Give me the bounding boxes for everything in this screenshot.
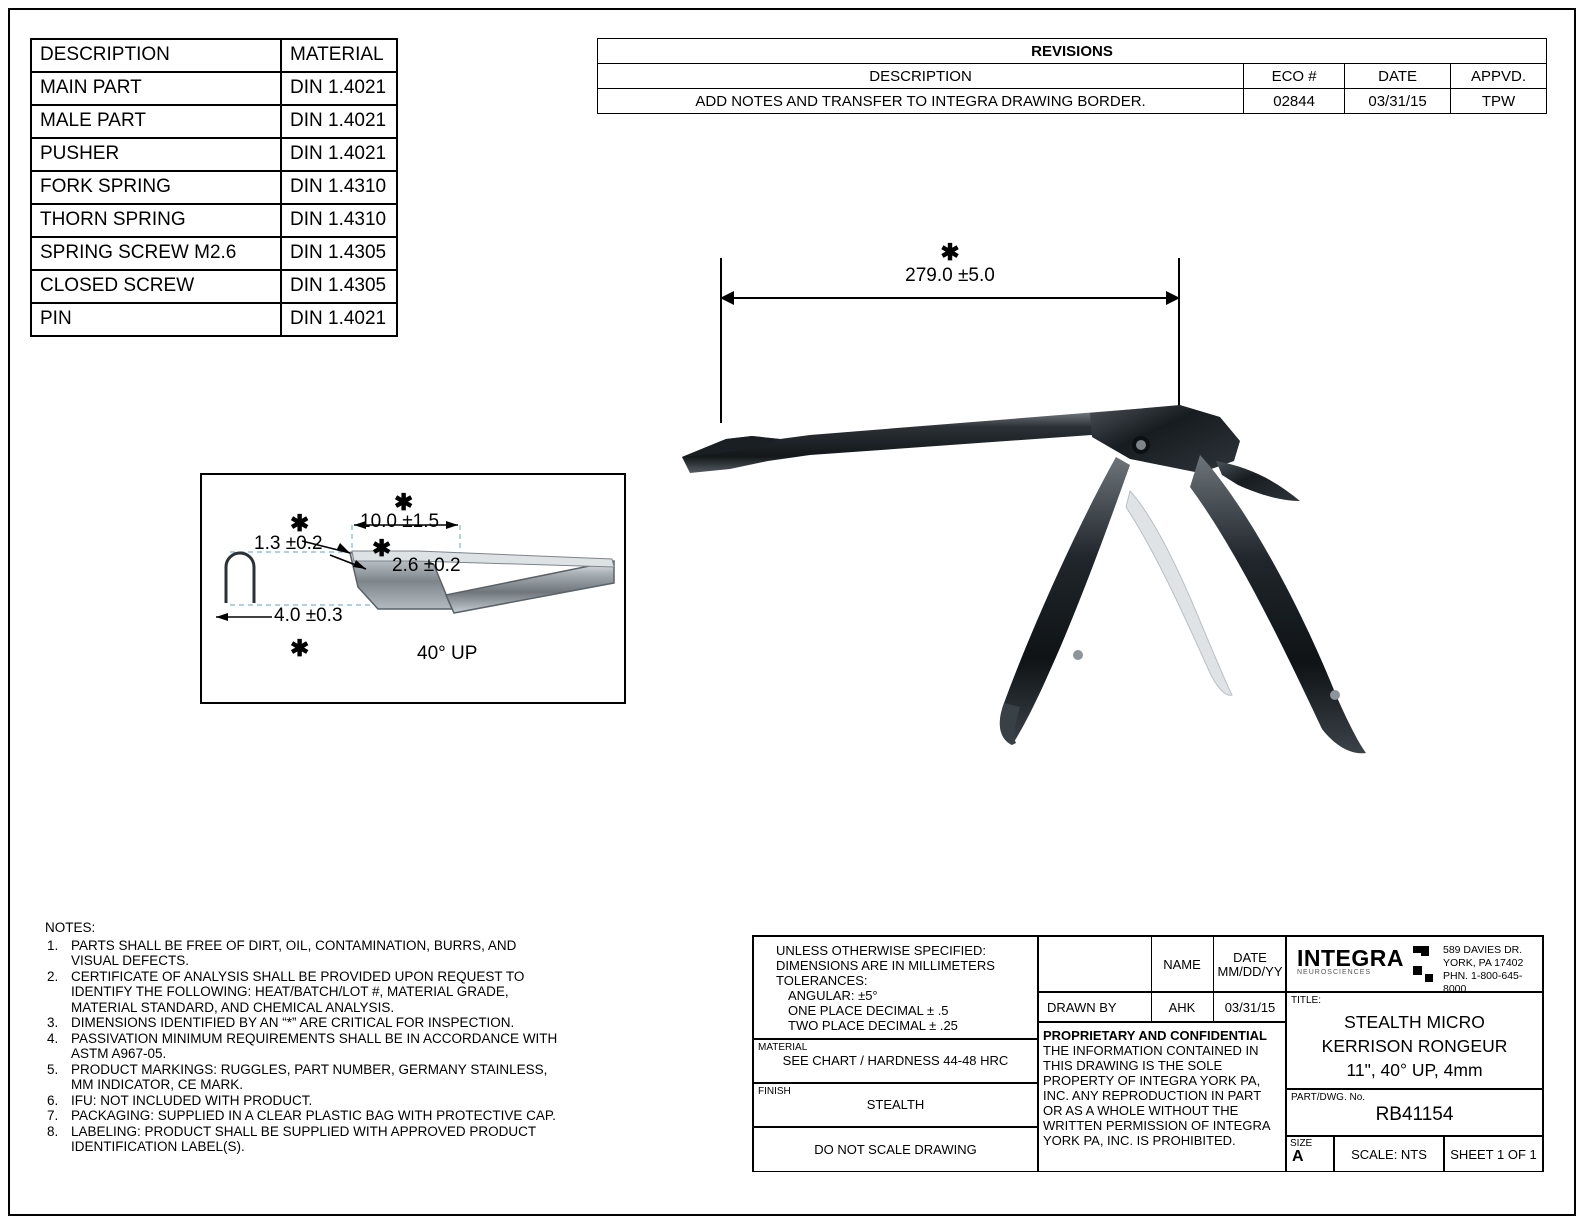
note-number: 3. xyxy=(47,1015,59,1030)
revisions-header-eco: ECO # xyxy=(1244,64,1345,89)
size-cell xyxy=(1286,1136,1334,1172)
finish-label: FINISH xyxy=(758,1086,791,1097)
material-part-spec: DIN 1.4021 xyxy=(281,105,397,138)
rongeur-movable-handle xyxy=(1000,457,1130,745)
material-part-spec: DIN 1.4305 xyxy=(281,270,397,303)
table-row xyxy=(31,171,397,204)
material-part-name: CLOSED SCREW xyxy=(31,270,281,303)
rongeur-pivot-pin xyxy=(1136,440,1146,450)
revisions-title: REVISIONS xyxy=(598,39,1547,64)
revisions-title-row xyxy=(598,39,1547,64)
material-part-name: SPRING SCREW M2.6 xyxy=(31,237,281,270)
part-number-value: RB41154 xyxy=(1375,1104,1454,1125)
company-tagline: NEUROSCIENCES xyxy=(1297,969,1372,976)
screw-icon xyxy=(1073,650,1083,660)
spec-line-5: ONE PLACE DECIMAL ± .5 xyxy=(788,1003,949,1018)
materials-header-description: DESCRIPTION xyxy=(31,39,281,72)
material-part-name: THORN SPRING xyxy=(31,204,281,237)
note-text: PACKAGING: SUPPLIED IN A CLEAR PLASTIC BAG WITH PROTECTIVE CAP. xyxy=(71,1108,556,1123)
address-line-2: YORK, PA 17402 xyxy=(1443,957,1524,969)
table-row xyxy=(31,303,397,336)
revisions-table xyxy=(597,38,1547,114)
revisions-header-description: DESCRIPTION xyxy=(598,64,1244,89)
finish-value: STEALTH xyxy=(866,1097,925,1112)
overall-length-value: 279.0 ±5.0 xyxy=(905,265,995,286)
material-part-spec: DIN 1.4305 xyxy=(281,237,397,270)
address-line-1: 589 DAVIES DR. xyxy=(1443,944,1523,956)
dimension-leader-4-0 xyxy=(216,613,272,621)
name-date-header-cell xyxy=(1038,936,1286,992)
table-row xyxy=(598,89,1547,114)
detail-dimension-2-6: 2.6 ±0.2 xyxy=(392,555,461,576)
integra-mark-icon xyxy=(1409,944,1435,984)
note-number: 7. xyxy=(47,1108,59,1123)
drawing-title-line-1: STEALTH MICRO xyxy=(1344,1012,1485,1032)
table-row xyxy=(31,204,397,237)
material-part-name: FORK SPRING xyxy=(31,171,281,204)
note-text: PASSIVATION MINIMUM REQUIREMENTS SHALL BE IN ACCORDANCE WITH ASTM A967-05. xyxy=(71,1030,558,1061)
material-part-spec: DIN 1.4021 xyxy=(281,72,397,105)
detail-angle-label: 40° UP xyxy=(417,643,478,664)
proprietary-body: THE INFORMATION CONTAINED IN THIS DRAWING IS THE SOLE PROPERTY OF INTEGRA YORK PA, INC. ANY REPRODUCTION IN PART OR AS A WHOLE WITHOUT THE WRITTEN PERMISSION OF INTEGRA YORK PA, INC. IS PROHIBITED. xyxy=(1043,1043,1270,1148)
note-text: CERTIFICATE OF ANALYSIS SHALL BE PROVIDED UPON REQUEST TO IDENTIFY THE FOLLOWING: HEAT/BATCH/LOT #, MATERIAL GRADE, MATERIAL STANDARD, AND CHEMICAL ANALYSIS. xyxy=(71,968,525,1015)
size-value: A xyxy=(1292,1148,1304,1165)
table-row xyxy=(31,105,397,138)
drawing-title-line-2: KERRISON RONGEUR xyxy=(1321,1036,1508,1056)
note-text: PRODUCT MARKINGS: RUGGLES, PART NUMBER, GERMANY STAINLESS, MM INDICATOR, CE MARK. xyxy=(71,1061,548,1092)
finish-cell xyxy=(753,1083,1038,1127)
table-row xyxy=(31,72,397,105)
spec-line-1: UNLESS OTHERWISE SPECIFIED: xyxy=(776,943,986,958)
note-number: 5. xyxy=(47,1061,59,1077)
drawn-by-date: 03/31/15 xyxy=(1224,1000,1276,1015)
list-item xyxy=(45,1108,565,1124)
material-cell xyxy=(753,1039,1038,1083)
spec-line-4: ANGULAR: ±5° xyxy=(788,988,878,1003)
tip-detail-view xyxy=(200,473,626,704)
title-block xyxy=(752,935,1544,1172)
note-text: PARTS SHALL BE FREE OF DIRT, OIL, CONTAMINATION, BURRS, AND VISUAL DEFECTS. xyxy=(71,937,517,968)
materials-table xyxy=(30,38,398,337)
note-number: 1. xyxy=(47,937,59,953)
critical-star-10-0: ✱ xyxy=(394,489,414,515)
material-part-name: PUSHER xyxy=(31,138,281,171)
scale-label: SCALE: NTS xyxy=(1351,1147,1427,1162)
drawn-by-row xyxy=(1038,992,1286,1022)
revisions-header-row xyxy=(598,64,1547,89)
rongeur-fixed-handle xyxy=(1190,455,1366,753)
proprietary-notice-cell xyxy=(1038,1022,1286,1172)
detail-dimension-10-0: 10.0 ±1.5 xyxy=(360,511,440,532)
revision-date: 03/31/15 xyxy=(1345,89,1451,114)
list-item xyxy=(45,1093,565,1109)
note-number: 2. xyxy=(47,968,59,984)
critical-star-4-0: ✱ xyxy=(290,635,310,661)
materials-header-material: MATERIAL xyxy=(281,39,397,72)
part-number-label: PART/DWG. No. xyxy=(1291,1092,1366,1103)
note-number: 8. xyxy=(47,1123,59,1139)
company-name: INTEGRA xyxy=(1297,945,1404,971)
material-part-spec: DIN 1.4021 xyxy=(281,303,397,336)
title-label: TITLE: xyxy=(1291,995,1322,1006)
scale-cell xyxy=(1334,1136,1444,1172)
critical-star-2-6: ✱ xyxy=(372,535,392,561)
detail-dimension-4-0: 4.0 ±0.3 xyxy=(274,605,343,626)
material-part-name: PIN xyxy=(31,303,281,336)
list-item xyxy=(45,1015,565,1031)
material-label: MATERIAL xyxy=(758,1042,808,1053)
drawn-by-label: DRAWN BY xyxy=(1047,1000,1117,1015)
extension-line-right xyxy=(1178,258,1180,413)
spec-line-6: TWO PLACE DECIMAL ± .25 xyxy=(788,1018,958,1033)
drawing-title-line-3: 11", 40° UP, 4mm xyxy=(1346,1060,1483,1080)
table-row-header xyxy=(31,39,397,72)
table-row xyxy=(31,237,397,270)
material-part-name: MALE PART xyxy=(31,105,281,138)
revisions-header-approved: APPVD. xyxy=(1451,64,1547,89)
do-not-scale-cell xyxy=(753,1127,1038,1172)
footplate-profile xyxy=(226,553,254,603)
revision-approved: TPW xyxy=(1451,89,1547,114)
revision-description: ADD NOTES AND TRANSFER TO INTEGRA DRAWING BORDER. xyxy=(598,89,1244,114)
screw-icon xyxy=(1330,690,1340,700)
revision-eco: 02844 xyxy=(1244,89,1345,114)
do-not-scale-text: DO NOT SCALE DRAWING xyxy=(814,1142,977,1157)
critical-star-1-3: ✱ xyxy=(290,510,310,536)
company-logo-cell xyxy=(1286,936,1543,995)
list-item xyxy=(45,969,565,1016)
spec-line-3: TOLERANCES: xyxy=(776,973,868,988)
date-format: MM/DD/YY xyxy=(1217,964,1283,979)
list-item xyxy=(45,938,565,969)
material-part-name: MAIN PART xyxy=(31,72,281,105)
drawn-by-name: AHK xyxy=(1168,1000,1196,1015)
detail-dimension-1-3: 1.3 ±0.2 xyxy=(254,533,323,554)
material-part-spec: DIN 1.4310 xyxy=(281,171,397,204)
sheet-cell xyxy=(1444,1136,1543,1172)
name-header: NAME xyxy=(1163,957,1201,972)
list-item xyxy=(45,1062,565,1093)
list-item xyxy=(45,1031,565,1062)
address-line-3: PHN. 1-800-645-8000 xyxy=(1443,970,1523,995)
list-item xyxy=(45,1124,565,1155)
material-value: SEE CHART / HARDNESS 44-48 HRC xyxy=(782,1053,1009,1068)
drawing-title-cell xyxy=(1286,992,1543,1089)
tolerances-cell xyxy=(753,936,1038,1039)
table-row xyxy=(31,270,397,303)
note-text: IFU: NOT INCLUDED WITH PRODUCT. xyxy=(71,1092,313,1108)
sheet-label: SHEET 1 OF 1 xyxy=(1450,1147,1537,1162)
critical-dimension-star: ✱ xyxy=(940,239,960,265)
notes-header: NOTES: xyxy=(45,920,96,935)
material-part-spec: DIN 1.4310 xyxy=(281,204,397,237)
note-text: LABELING: PRODUCT SHALL BE SUPPLIED WITH APPROVED PRODUCT IDENTIFICATION LABEL(S). xyxy=(71,1123,536,1154)
note-text: DIMENSIONS IDENTIFIED BY AN “*” ARE CRITICAL FOR INSPECTION. xyxy=(71,1015,515,1030)
date-header: DATE xyxy=(1233,950,1267,965)
part-number-cell xyxy=(1286,1089,1543,1136)
revisions-header-date: DATE xyxy=(1345,64,1451,89)
size-label: SIZE xyxy=(1290,1138,1313,1149)
table-row xyxy=(31,138,397,171)
dimension-bar xyxy=(730,297,1170,299)
dimension-line xyxy=(720,291,1180,305)
proprietary-title: PROPRIETARY AND CONFIDENTIAL xyxy=(1043,1028,1267,1043)
overall-length-dimension xyxy=(720,239,1180,305)
notes-section xyxy=(45,920,565,1155)
detail-shaft xyxy=(446,561,614,613)
note-number: 6. xyxy=(47,1092,59,1108)
spec-line-2: DIMENSIONS ARE IN MILLIMETERS xyxy=(776,958,995,973)
material-part-spec: DIN 1.4021 xyxy=(281,138,397,171)
kerrison-rongeur-illustration xyxy=(660,395,1420,815)
note-number: 4. xyxy=(47,1030,59,1046)
